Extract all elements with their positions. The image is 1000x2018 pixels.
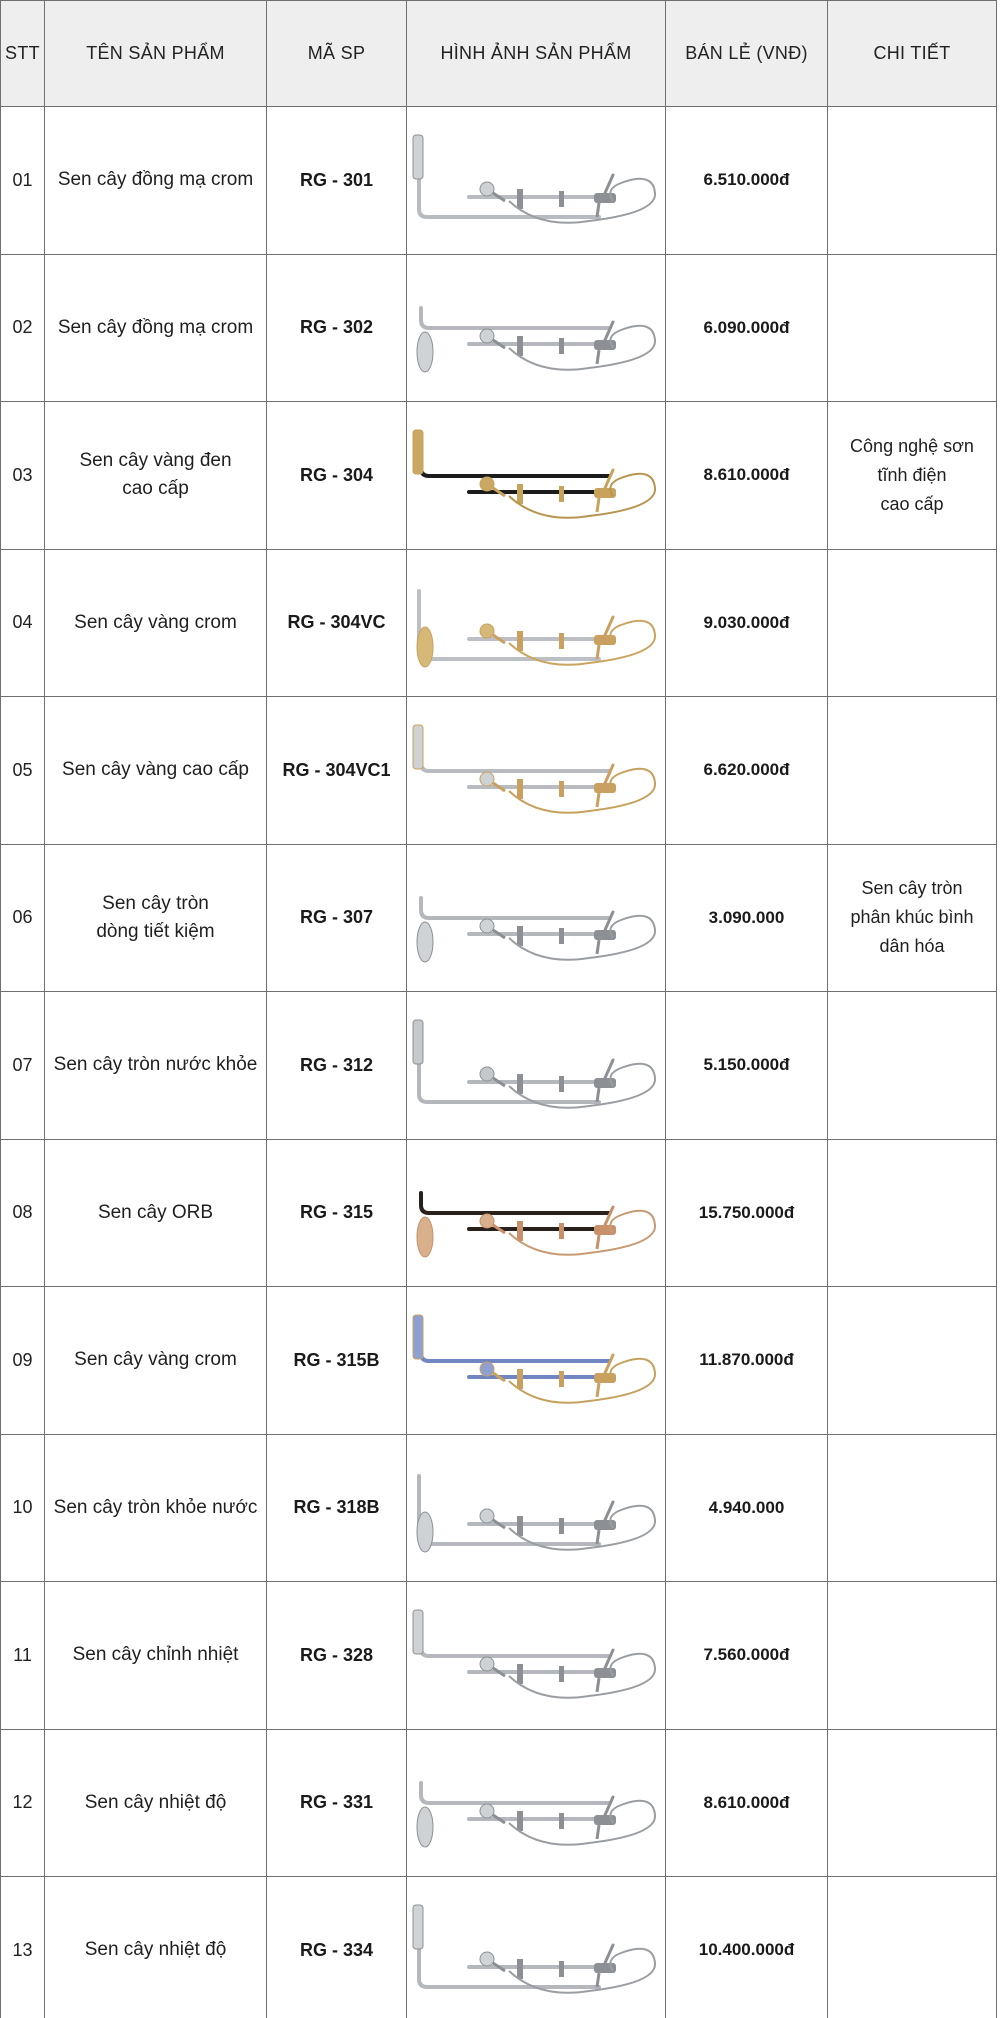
shower-column-thermostatic-icon <box>409 1731 664 1874</box>
row-product-name: Sen cây vàng crom <box>45 1287 267 1435</box>
row-product-image <box>407 1287 666 1435</box>
row-retail-price: 4.940.000 <box>666 1434 828 1582</box>
row-product-name: Sen cây chỉnh nhiệt <box>45 1582 267 1730</box>
header-retail-price: BÁN LẺ (VNĐ) <box>666 1 828 107</box>
table-row <box>1 697 997 845</box>
shower-column-gold-icon <box>409 699 664 842</box>
shower-column-gold-chrome-icon <box>409 551 664 694</box>
row-stt: 12 <box>1 1729 45 1877</box>
row-stt: 11 <box>1 1582 45 1730</box>
shower-drawing <box>417 1193 655 1257</box>
row-product-image <box>407 254 666 402</box>
row-stt: 13 <box>1 1877 45 2018</box>
table-row <box>1 549 997 697</box>
row-product-name: Sen cây vàng crom <box>45 549 267 697</box>
row-product-image <box>407 697 666 845</box>
shower-drawing <box>413 135 655 223</box>
row-stt: 08 <box>1 1139 45 1287</box>
shower-column-blue-gold-icon <box>409 1289 664 1432</box>
table-body <box>1 107 997 2018</box>
shower-drawing <box>417 1783 655 1847</box>
row-detail: Công nghệ sơn tĩnh điện cao cấp <box>828 402 997 550</box>
table-row <box>1 1582 997 1730</box>
row-detail <box>828 549 997 697</box>
row-detail <box>828 1434 997 1582</box>
row-retail-price: 10.400.000đ <box>666 1877 828 2018</box>
shower-column-thermostatic-icon <box>409 1584 664 1727</box>
table-row <box>1 1729 997 1877</box>
row-detail <box>828 992 997 1140</box>
shower-drawing <box>417 308 655 372</box>
row-retail-price: 15.750.000đ <box>666 1139 828 1287</box>
shower-column-chrome-icon <box>409 1436 664 1579</box>
row-stt: 09 <box>1 1287 45 1435</box>
row-product-name: Sen cây đồng mạ crom <box>45 107 267 255</box>
row-stt: 05 <box>1 697 45 845</box>
table-row <box>1 992 997 1140</box>
shower-drawing <box>413 1905 655 1993</box>
row-stt: 06 <box>1 844 45 992</box>
row-product-code: RG - 331 <box>267 1729 407 1877</box>
row-detail <box>828 1729 997 1877</box>
row-product-image <box>407 1582 666 1730</box>
table-row <box>1 1287 997 1435</box>
table-row <box>1 1434 997 1582</box>
row-product-name: Sen cây ORB <box>45 1139 267 1287</box>
row-product-code: RG - 304VC1 <box>267 697 407 845</box>
table-row <box>1 1139 997 1287</box>
row-product-image <box>407 1434 666 1582</box>
shower-drawing <box>413 725 655 813</box>
shower-drawing <box>417 1476 655 1552</box>
row-retail-price: 11.870.000đ <box>666 1287 828 1435</box>
header-detail: CHI TIẾT <box>828 1 997 107</box>
row-retail-price: 5.150.000đ <box>666 992 828 1140</box>
row-stt: 04 <box>1 549 45 697</box>
row-detail <box>828 1582 997 1730</box>
row-product-code: RG - 315B <box>267 1287 407 1435</box>
table-row <box>1 254 997 402</box>
row-product-code: RG - 315 <box>267 1139 407 1287</box>
row-product-image <box>407 1729 666 1877</box>
row-stt: 10 <box>1 1434 45 1582</box>
row-product-name: Sen cây vàng đen cao cấp <box>45 402 267 550</box>
row-retail-price: 9.030.000đ <box>666 549 828 697</box>
row-retail-price: 6.620.000đ <box>666 697 828 845</box>
shower-drawing <box>413 1020 655 1108</box>
shower-drawing <box>417 898 655 962</box>
row-product-code: RG - 328 <box>267 1582 407 1730</box>
shower-drawing <box>413 430 655 518</box>
row-product-image <box>407 1877 666 2018</box>
row-product-image <box>407 1139 666 1287</box>
header-product-image: HÌNH ẢNH SẢN PHẨM <box>407 1 666 107</box>
shower-drawing <box>413 1315 655 1403</box>
row-detail <box>828 107 997 255</box>
row-product-code: RG - 302 <box>267 254 407 402</box>
shower-column-black-gold-icon <box>409 404 664 547</box>
row-stt: 07 <box>1 992 45 1140</box>
row-product-code: RG - 304VC <box>267 549 407 697</box>
row-retail-price: 6.090.000đ <box>666 254 828 402</box>
header-product-code: MÃ SP <box>267 1 407 107</box>
row-product-code: RG - 318B <box>267 1434 407 1582</box>
row-retail-price: 8.610.000đ <box>666 402 828 550</box>
row-product-name: Sen cây tròn khỏe nước <box>45 1434 267 1582</box>
row-product-image <box>407 402 666 550</box>
table-header-row <box>1 1 997 107</box>
row-product-code: RG - 312 <box>267 992 407 1140</box>
shower-drawing <box>413 1610 655 1698</box>
row-detail <box>828 1287 997 1435</box>
table-row <box>1 107 997 255</box>
header-product-name: TÊN SẢN PHẨM <box>45 1 267 107</box>
header-stt: STT <box>1 1 45 107</box>
table-row <box>1 402 997 550</box>
row-product-code: RG - 307 <box>267 844 407 992</box>
row-retail-price: 6.510.000đ <box>666 107 828 255</box>
row-detail: Sen cây tròn phân khúc bình dân hóa <box>828 844 997 992</box>
row-detail <box>828 1877 997 2018</box>
row-product-name: Sen cây nhiệt độ <box>45 1877 267 2018</box>
shower-column-round-icon <box>409 846 664 989</box>
shower-column-thermostatic-icon <box>409 1879 664 2018</box>
row-product-image <box>407 992 666 1140</box>
table-row <box>1 844 997 992</box>
table-row <box>1 1877 997 2018</box>
row-retail-price: 7.560.000đ <box>666 1582 828 1730</box>
row-product-name: Sen cây vàng cao cấp <box>45 697 267 845</box>
row-product-code: RG - 304 <box>267 402 407 550</box>
row-product-code: RG - 334 <box>267 1877 407 2018</box>
row-product-image <box>407 549 666 697</box>
shower-column-chrome-icon <box>409 109 664 252</box>
row-retail-price: 3.090.000 <box>666 844 828 992</box>
row-detail <box>828 1139 997 1287</box>
shower-column-round-icon <box>409 994 664 1137</box>
shower-column-orb-icon <box>409 1141 664 1284</box>
row-product-name: Sen cây đồng mạ crom <box>45 254 267 402</box>
row-stt: 03 <box>1 402 45 550</box>
row-product-name: Sen cây nhiệt độ <box>45 1729 267 1877</box>
row-product-image <box>407 844 666 992</box>
row-product-code: RG - 301 <box>267 107 407 255</box>
row-product-name: Sen cây tròn nước khỏe <box>45 992 267 1140</box>
row-product-image <box>407 107 666 255</box>
row-stt: 02 <box>1 254 45 402</box>
row-detail <box>828 254 997 402</box>
row-product-name: Sen cây tròn dòng tiết kiệm <box>45 844 267 992</box>
row-stt: 01 <box>1 107 45 255</box>
row-detail <box>828 697 997 845</box>
shower-column-chrome-icon <box>409 256 664 399</box>
shower-drawing <box>417 591 655 667</box>
row-retail-price: 8.610.000đ <box>666 1729 828 1877</box>
